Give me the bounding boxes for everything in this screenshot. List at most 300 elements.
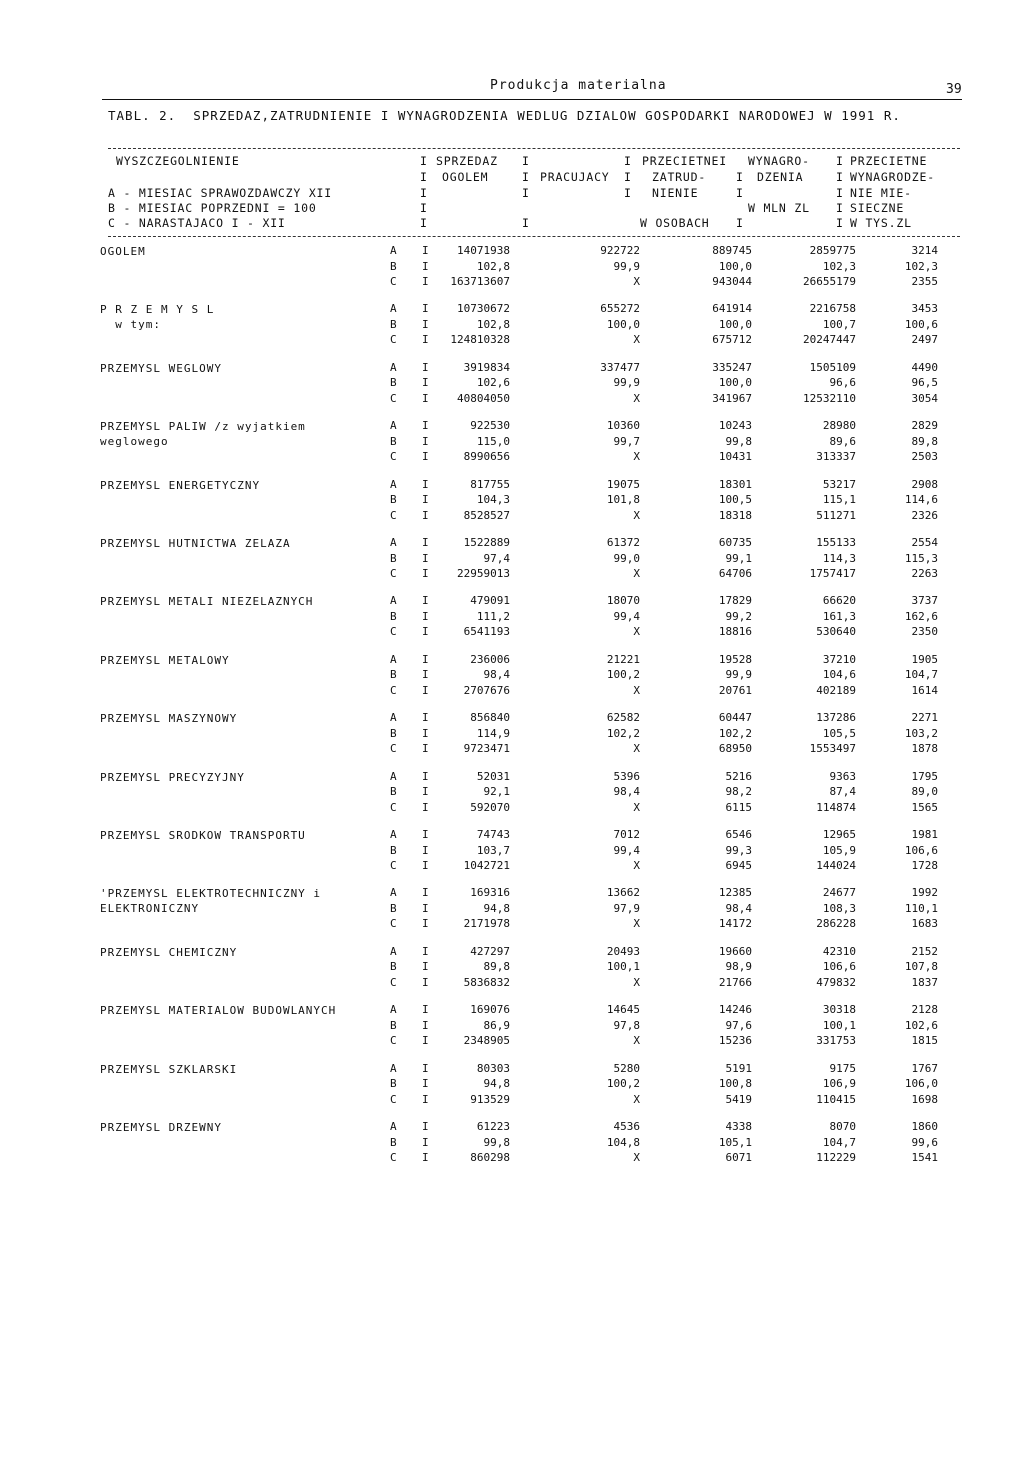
row-code: B xyxy=(390,668,397,682)
row-code: B xyxy=(390,1077,397,1091)
przecietne-wynagrodzenie-cell: 2829 xyxy=(911,419,938,433)
row-code: B xyxy=(390,1135,397,1149)
table-row xyxy=(0,333,1024,349)
column-separator: I xyxy=(422,917,429,931)
row-code: C xyxy=(390,625,397,639)
row-code: A xyxy=(390,886,397,900)
wynagrodzenia-cell: 331753 xyxy=(816,1034,856,1048)
przecietne-wynagrodzenie-cell: 1614 xyxy=(911,683,938,697)
sprzedaz-ogolem-cell: 236006 xyxy=(470,652,510,666)
table-row xyxy=(0,653,1024,669)
zatrudnienie-cell: 6071 xyxy=(725,1151,752,1164)
sprzedaz-ogolem-cell: 169076 xyxy=(470,1003,510,1017)
pracujacy-cell: 7012 xyxy=(613,828,640,841)
przecietne-wynagrodzenie-cell: 3214 xyxy=(911,244,938,257)
section-label: PRZEMYSL DRZEWNY xyxy=(100,1121,222,1134)
table-row xyxy=(0,1093,1024,1109)
zatrudnienie-cell: 15236 xyxy=(718,1034,752,1048)
pracujacy-cell: 99,7 xyxy=(613,434,640,448)
column-separator: I xyxy=(422,859,429,872)
przecietne-wynagrodzenie-cell: 106,6 xyxy=(904,843,938,857)
zatrudnienie-cell: 12385 xyxy=(718,886,752,900)
zatrudnienie-cell: 21766 xyxy=(718,975,752,989)
section-label: P R Z E M Y S L xyxy=(100,303,215,317)
zatrudnienie-cell: 335247 xyxy=(712,360,752,374)
sprzedaz-ogolem-cell: 860298 xyxy=(470,1151,510,1164)
row-code: B xyxy=(390,609,397,623)
pracujacy-cell: 13662 xyxy=(606,886,640,900)
sprzedaz-ogolem-cell: 922530 xyxy=(470,419,510,433)
przecietne-header-line5: W TYS.ZL xyxy=(850,216,912,230)
legend-a: A - MIESIAC SPRAWOZDAWCZY XII xyxy=(108,186,332,200)
zatrudnienie-cell: 105,1 xyxy=(718,1135,752,1149)
row-code: B xyxy=(390,434,397,448)
przecietne-wynagrodzenie-cell: 106,0 xyxy=(904,1077,938,1091)
zatrudnienie-cell: 100,8 xyxy=(718,1077,752,1091)
pracujacy-cell: 19075 xyxy=(606,477,640,491)
przecietne-wynagrodzenie-cell: 3453 xyxy=(911,302,938,316)
table-row xyxy=(0,244,1024,260)
wynagrodzenia-cell: 105,5 xyxy=(822,726,856,740)
zatrudnienie-header-line2: ZATRUD- xyxy=(652,170,707,184)
przecietne-wynagrodzenie-cell: 1860 xyxy=(911,1120,938,1133)
przecietne-wynagrodzenie-cell: 102,3 xyxy=(904,259,938,273)
row-code: A xyxy=(390,1061,397,1075)
column-separator: I xyxy=(422,668,429,682)
row-code: B xyxy=(390,317,397,331)
pracujacy-cell: X xyxy=(633,683,640,697)
zatrudnienie-cell: 68950 xyxy=(718,742,752,756)
column-separator: I xyxy=(422,1061,429,1075)
zatrudnienie-cell: 60735 xyxy=(718,536,752,549)
pracujacy-cell: X xyxy=(633,859,640,872)
row-code: C xyxy=(390,1151,397,1164)
sprzedaz-ogolem-cell: 80303 xyxy=(476,1061,510,1075)
sprzedaz-ogolem-cell: 592070 xyxy=(470,800,510,814)
sprzedaz-ogolem-cell: 61223 xyxy=(476,1120,510,1133)
column-separator: I xyxy=(422,567,429,580)
table-row xyxy=(0,1019,1024,1035)
zatrudnienie-cell: 98,4 xyxy=(725,901,752,915)
zatrudnienie-header-line1: PRZECIETNEI xyxy=(642,154,727,168)
table-row xyxy=(0,844,1024,860)
column-separator: I xyxy=(422,800,429,814)
table-row xyxy=(0,785,1024,801)
section-label: PRZEMYSL PRECYZYJNY xyxy=(100,770,245,784)
pracujacy-cell: X xyxy=(633,508,640,522)
pracujacy-cell: 62582 xyxy=(606,711,640,725)
wynagrodzenia-cell: 402189 xyxy=(816,683,856,697)
pracujacy-cell: 99,4 xyxy=(613,609,640,623)
pracujacy-cell: 18070 xyxy=(606,594,640,608)
przecietne-wynagrodzenie-cell: 1837 xyxy=(911,975,938,989)
przecietne-wynagrodzenie-cell: 2326 xyxy=(911,508,938,522)
zatrudnienie-cell: 4338 xyxy=(725,1120,752,1133)
sprzedaz-ogolem-cell: 3919834 xyxy=(463,360,510,374)
column-separator: I xyxy=(422,828,429,841)
wynagrodzenia-cell: 30318 xyxy=(822,1003,856,1017)
sprzedaz-ogolem-cell: 92,1 xyxy=(483,785,510,799)
sprzedaz-ogolem-cell: 22959013 xyxy=(457,567,510,580)
pracujacy-cell: 5280 xyxy=(613,1061,640,1075)
pracujacy-cell: X xyxy=(633,391,640,405)
zatrudnienie-cell: 10431 xyxy=(718,450,752,464)
table-row xyxy=(0,668,1024,684)
sprzedaz-header-line2: OGOLEM xyxy=(442,170,489,184)
sprzedaz-ogolem-cell: 6541193 xyxy=(463,625,510,639)
row-code: A xyxy=(390,652,397,666)
wynagrodzenia-cell: 2216758 xyxy=(809,302,856,316)
table-row xyxy=(0,302,1024,318)
pracujacy-cell: X xyxy=(633,1092,640,1106)
zatrudnienie-cell: 641914 xyxy=(712,302,752,316)
column-separator: I xyxy=(422,1151,429,1164)
wynagrodzenia-cell: 286228 xyxy=(816,917,856,931)
przecietne-wynagrodzenie-cell: 96,5 xyxy=(911,376,938,390)
zatrudnienie-cell: 5216 xyxy=(725,769,752,783)
zatrudnienie-header-line3: NIENIE xyxy=(652,186,699,200)
table-row xyxy=(0,801,1024,817)
table-row xyxy=(0,478,1024,494)
wynagrodzenia-cell: 1505109 xyxy=(809,360,856,374)
column-separator: I xyxy=(422,769,429,783)
table-title: TABL. 2. SPRZEDAZ,ZATRUDNIENIE I WYNAGRODZENIA WEDLUG DZIALOW GOSPODARKI NARODOWEJ W 1991 R. xyxy=(108,108,901,123)
header-bottom-rule xyxy=(108,236,960,237)
table-row xyxy=(0,917,1024,933)
przecietne-wynagrodzenie-cell: 100,6 xyxy=(904,317,938,331)
przecietne-header-line3: NIE MIE- xyxy=(850,186,912,200)
przecietne-wynagrodzenie-cell: 1981 xyxy=(911,828,938,841)
sprzedaz-ogolem-cell: 114,9 xyxy=(476,726,510,740)
column-separator: I xyxy=(422,450,429,464)
section-label: PRZEMYSL PALIW /z wyjatkiem xyxy=(100,420,306,434)
row-code: B xyxy=(390,785,397,799)
wynagrodzenia-cell: 511271 xyxy=(816,508,856,522)
przecietne-wynagrodzenie-cell: 1541 xyxy=(911,1151,938,1164)
wynagrodzenia-cell: 9363 xyxy=(829,769,856,783)
sprzedaz-ogolem-cell: 97,4 xyxy=(483,551,510,565)
zatrudnienie-cell: 99,2 xyxy=(725,609,752,623)
wynagrodzenia-cell: 12532110 xyxy=(803,391,856,405)
row-code: B xyxy=(390,259,397,273)
row-code: C xyxy=(390,450,397,464)
sprzedaz-ogolem-cell: 74743 xyxy=(476,828,510,841)
zatrudnienie-cell: 98,9 xyxy=(725,960,752,974)
wynagrodzenia-cell: 96,6 xyxy=(829,376,856,390)
wynagrodzenia-cell: 104,6 xyxy=(822,668,856,682)
table-row xyxy=(0,1136,1024,1152)
column-separator: I xyxy=(422,1034,429,1048)
pracujacy-cell: 99,4 xyxy=(613,843,640,857)
sprzedaz-ogolem-cell: 856840 xyxy=(470,711,510,725)
column-separator: I xyxy=(422,536,429,549)
wynagrodzenia-cell: 114,3 xyxy=(822,551,856,565)
przecietne-wynagrodzenie-cell: 2271 xyxy=(911,711,938,725)
row-code: B xyxy=(390,843,397,857)
przecietne-wynagrodzenie-cell: 1992 xyxy=(911,886,938,900)
column-separator: I xyxy=(422,726,429,740)
pracujacy-cell: 101,8 xyxy=(606,493,640,507)
pracujacy-cell: 337477 xyxy=(600,360,640,374)
wynagrodzenia-cell: 2859775 xyxy=(809,244,856,257)
sprzedaz-ogolem-cell: 98,4 xyxy=(483,668,510,682)
wynagrodzenia-cell: 87,4 xyxy=(829,785,856,799)
column-separator: I xyxy=(422,333,429,347)
zatrudnienie-cell: 18816 xyxy=(718,625,752,639)
zatrudnienie-cell: 5419 xyxy=(725,1092,752,1106)
row-code: A xyxy=(390,419,397,433)
column-separator: I xyxy=(422,391,429,405)
column-separator: I xyxy=(422,1092,429,1106)
row-code: A xyxy=(390,1120,397,1133)
sprzedaz-ogolem-cell: 124810328 xyxy=(450,333,510,347)
row-code: A xyxy=(390,828,397,841)
wynagrodzenia-cell: 530640 xyxy=(816,625,856,639)
section-label: PRZEMYSL CHEMICZNY xyxy=(100,945,238,959)
wynagrodzenia-cell: 53217 xyxy=(822,477,856,491)
przecietne-wynagrodzenie-cell: 1878 xyxy=(911,742,938,756)
table-row xyxy=(0,509,1024,525)
row-code: C xyxy=(390,1034,397,1048)
header-divider xyxy=(102,99,962,100)
pracujacy-cell: 102,2 xyxy=(606,726,640,740)
row-code: A xyxy=(390,944,397,958)
sprzedaz-ogolem-cell: 169316 xyxy=(470,886,510,900)
przecietne-wynagrodzenie-cell: 2263 xyxy=(911,567,938,580)
sprzedaz-ogolem-cell: 10730672 xyxy=(457,302,510,316)
przecietne-wynagrodzenie-cell: 1905 xyxy=(911,652,938,666)
sprzedaz-ogolem-cell: 115,0 xyxy=(476,434,510,448)
zatrudnienie-cell: 100,0 xyxy=(718,317,752,331)
przecietne-wynagrodzenie-cell: 102,6 xyxy=(904,1018,938,1032)
table-row xyxy=(0,536,1024,552)
row-code: C xyxy=(390,742,397,756)
legend-b: B - MIESIAC POPRZEDNI = 100 xyxy=(108,201,317,215)
zatrudnienie-cell: 889745 xyxy=(712,244,752,257)
table-row xyxy=(0,610,1024,626)
column-separator: I xyxy=(422,652,429,666)
table-row xyxy=(0,594,1024,610)
przecietne-wynagrodzenie-cell: 2497 xyxy=(911,333,938,347)
column-separator: I xyxy=(422,244,429,257)
wynagrodzenia-cell: 144024 xyxy=(816,859,856,872)
przecietne-wynagrodzenie-cell: 1795 xyxy=(911,769,938,783)
pracujacy-header: PRACUJACY xyxy=(540,170,610,184)
zatrudnienie-cell: 97,6 xyxy=(725,1018,752,1032)
wynagrodzenia-cell: 104,7 xyxy=(822,1135,856,1149)
wynagrodzenia-cell: 8070 xyxy=(829,1120,856,1133)
sprzedaz-ogolem-cell: 111,2 xyxy=(476,609,510,623)
wynagrodzenia-cell: 108,3 xyxy=(822,901,856,915)
wynagrodzenia-cell: 100,1 xyxy=(822,1018,856,1032)
pracujacy-cell: 20493 xyxy=(606,944,640,958)
przecietne-wynagrodzenie-cell: 99,6 xyxy=(911,1135,938,1149)
zatrudnienie-cell: 19660 xyxy=(718,944,752,958)
column-separator: I xyxy=(422,901,429,915)
pracujacy-cell: 97,9 xyxy=(613,901,640,915)
zatrudnienie-cell: 341967 xyxy=(712,391,752,405)
pracujacy-cell: X xyxy=(633,742,640,756)
pracujacy-cell: X xyxy=(633,800,640,814)
row-code: A xyxy=(390,360,397,374)
sprzedaz-ogolem-cell: 8528527 xyxy=(463,508,510,522)
pracujacy-cell: 97,8 xyxy=(613,1018,640,1032)
sprzedaz-ogolem-cell: 2707676 xyxy=(463,683,510,697)
zatrudnienie-cell: 19528 xyxy=(718,652,752,666)
column-separator: I xyxy=(422,1003,429,1017)
table-row xyxy=(0,828,1024,844)
przecietne-wynagrodzenie-cell: 1565 xyxy=(911,800,938,814)
wynagrodzenia-header-line1: WYNAGRO- xyxy=(748,154,810,168)
zatrudnienie-cell: 14172 xyxy=(718,917,752,931)
wynagrodzenia-cell: 66620 xyxy=(822,594,856,608)
column-separator: I xyxy=(422,1077,429,1091)
row-code: A xyxy=(390,302,397,316)
zatrudnienie-cell: 99,1 xyxy=(725,551,752,565)
sprzedaz-ogolem-cell: 89,8 xyxy=(483,960,510,974)
wynagrodzenia-cell: 137286 xyxy=(816,711,856,725)
column-separator: I xyxy=(422,843,429,857)
sprzedaz-ogolem-cell: 86,9 xyxy=(483,1018,510,1032)
sprzedaz-ogolem-cell: 913529 xyxy=(470,1092,510,1106)
row-code: B xyxy=(390,960,397,974)
pracujacy-cell: X xyxy=(633,1151,640,1164)
sprzedaz-ogolem-cell: 427297 xyxy=(470,944,510,958)
pracujacy-cell: X xyxy=(633,975,640,989)
row-code: C xyxy=(390,567,397,580)
pracujacy-cell: 100,2 xyxy=(606,1077,640,1091)
section-label: PRZEMYSL SRODKOW TRANSPORTU xyxy=(100,829,306,842)
zatrudnienie-cell: 98,2 xyxy=(725,785,752,799)
wynagrodzenia-cell: 112229 xyxy=(816,1151,856,1164)
section-label: PRZEMYSL METALI NIEZELAZNYCH xyxy=(100,595,314,609)
sprzedaz-ogolem-cell: 2348905 xyxy=(463,1034,510,1048)
sprzedaz-ogolem-cell: 9723471 xyxy=(463,742,510,756)
pracujacy-cell: 21221 xyxy=(606,652,640,666)
sprzedaz-ogolem-cell: 817755 xyxy=(470,477,510,491)
sprzedaz-ogolem-cell: 163713607 xyxy=(450,275,510,288)
column-separator: I xyxy=(422,960,429,974)
column-separator: I xyxy=(422,508,429,522)
table-row xyxy=(0,886,1024,902)
przecietne-wynagrodzenie-cell: 1815 xyxy=(911,1034,938,1048)
page-title: Produkcja materialna xyxy=(490,78,667,93)
section-label-continued: ELEKTRONICZNY xyxy=(100,902,200,916)
row-code: C xyxy=(390,508,397,522)
column-separator: I xyxy=(422,493,429,507)
page-header xyxy=(0,78,1024,102)
wynagrodzenia-cell: 479832 xyxy=(816,975,856,989)
section-label: PRZEMYSL HUTNICTWA ZELAZA xyxy=(100,537,291,550)
wynagrodzenia-cell: 20247447 xyxy=(803,333,856,347)
przecietne-wynagrodzenie-cell: 2128 xyxy=(911,1003,938,1017)
zatrudnienie-cell: 102,2 xyxy=(718,726,752,740)
pracujacy-cell: 4536 xyxy=(613,1120,640,1133)
zatrudnienie-cell: 943044 xyxy=(712,275,752,288)
row-code: A xyxy=(390,536,397,549)
table-row xyxy=(0,1062,1024,1078)
przecietne-wynagrodzenie-cell: 110,1 xyxy=(904,901,938,915)
pracujacy-cell: 922722 xyxy=(600,244,640,257)
przecietne-wynagrodzenie-cell: 1683 xyxy=(911,917,938,931)
pracujacy-cell: 5396 xyxy=(613,769,640,783)
row-code: B xyxy=(390,901,397,915)
row-code: C xyxy=(390,1092,397,1106)
wynagrodzenia-cell: 105,9 xyxy=(822,843,856,857)
przecietne-wynagrodzenie-cell: 114,6 xyxy=(904,493,938,507)
column-separator: I xyxy=(422,360,429,374)
zatrudnienie-cell: 100,0 xyxy=(718,259,752,273)
przecietne-wynagrodzenie-cell: 1728 xyxy=(911,859,938,872)
table-row xyxy=(0,1034,1024,1050)
sprzedaz-ogolem-cell: 102,8 xyxy=(476,259,510,273)
wynagrodzenia-cell: 37210 xyxy=(822,652,856,666)
pracujacy-cell: 655272 xyxy=(600,302,640,316)
przecietne-wynagrodzenie-cell: 1698 xyxy=(911,1092,938,1106)
wynagrodzenia-cell: 106,6 xyxy=(822,960,856,974)
wynagrodzenia-cell: 1757417 xyxy=(809,567,856,580)
pracujacy-cell: 99,9 xyxy=(613,376,640,390)
column-separator: I xyxy=(422,1135,429,1149)
section-label: PRZEMYSL MATERIALOW BUDOWLANYCH xyxy=(100,1004,337,1018)
wynagrodzenia-cell: 9175 xyxy=(829,1061,856,1075)
row-code: B xyxy=(390,726,397,740)
table-top-rule xyxy=(108,148,960,149)
column-separator: I xyxy=(422,625,429,639)
pracujacy-cell: X xyxy=(633,567,640,580)
row-code: A xyxy=(390,244,397,257)
section-label: PRZEMYSL METALOWY xyxy=(100,653,230,667)
section-label-continued: w tym: xyxy=(100,318,161,332)
column-separator: I xyxy=(422,742,429,756)
table-row xyxy=(0,435,1024,451)
row-code: C xyxy=(390,859,397,872)
przecietne-wynagrodzenie-cell: 2152 xyxy=(911,944,938,958)
table-row xyxy=(0,960,1024,976)
sprzedaz-ogolem-cell: 14071938 xyxy=(457,244,510,257)
sprzedaz-ogolem-cell: 99,8 xyxy=(483,1135,510,1149)
table-row xyxy=(0,419,1024,435)
row-code: A xyxy=(390,477,397,491)
pracujacy-cell: 104,8 xyxy=(606,1135,640,1149)
section-label: 'PRZEMYSL ELEKTROTECHNICZNY i xyxy=(100,887,322,901)
row-code: B xyxy=(390,1018,397,1032)
przecietne-wynagrodzenie-cell: 2350 xyxy=(911,625,938,639)
pracujacy-cell: X xyxy=(633,1034,640,1048)
table-row xyxy=(0,1077,1024,1093)
column-separator: I xyxy=(422,376,429,390)
table-row xyxy=(0,275,1024,291)
table-row xyxy=(0,770,1024,786)
section-label: PRZEMYSL ENERGETYCZNY xyxy=(100,478,261,492)
zatrudnienie-cell: 14246 xyxy=(718,1003,752,1017)
przecietne-wynagrodzenie-cell: 2503 xyxy=(911,450,938,464)
wynagrodzenia-cell: 110415 xyxy=(816,1092,856,1106)
przecietne-wynagrodzenie-cell: 2355 xyxy=(911,275,938,288)
table-row xyxy=(0,684,1024,700)
row-code: C xyxy=(390,917,397,931)
row-code: C xyxy=(390,275,397,288)
table-row xyxy=(0,859,1024,875)
przecietne-wynagrodzenie-cell: 4490 xyxy=(911,360,938,374)
pracujacy-cell: X xyxy=(633,333,640,347)
column-separator: I xyxy=(422,275,429,288)
sprzedaz-ogolem-cell: 94,8 xyxy=(483,1077,510,1091)
row-code: C xyxy=(390,800,397,814)
table-row xyxy=(0,1120,1024,1136)
przecietne-wynagrodzenie-cell: 89,8 xyxy=(911,434,938,448)
sprzedaz-ogolem-cell: 102,8 xyxy=(476,317,510,331)
